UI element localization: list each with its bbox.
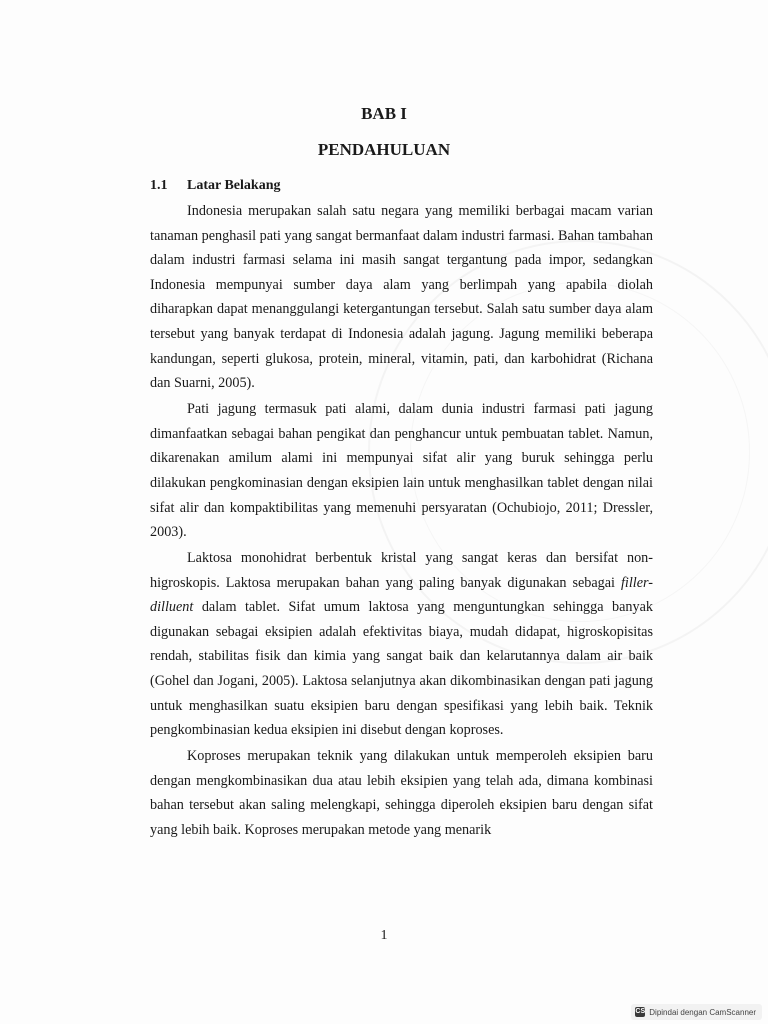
scanner-badge-text: Dipindai dengan CamScanner — [649, 1007, 756, 1017]
paragraph-3-text-before: Laktosa monohidrat berbentuk kristal yang sangat keras dan bersifat non-higroskopis. Laktosa merupakan bahan yang paling banyak digunakan sebagai — [150, 550, 653, 591]
page-number: 1 — [380, 928, 388, 943]
section-title: Latar Belakang — [187, 178, 281, 193]
paragraph-3-text-after: dalam tablet. Sifat umum laktosa yang menguntungkan sehingga banyak digunakan sebagai eksipien adalah efektivitas biaya, mudah didapat, higroskopisitas rendah, stabilitas fisik dan kimia yang sangat baik dan kelarutannya dalam air baik (Gohel dan Jogani, 2005). Laktosa selanjutnya akan dikombinasikan dengan pati jagung untuk menghasilkan suatu eksipien baru dengan spesifikasi yang lebih baik. Teknik pengkombinasian kedua eksipien ini disebut dengan koproses. — [150, 599, 653, 739]
paragraph-4: Koproses merupakan teknik yang dilakukan untuk memperoleh eksipien baru dengan mengkombinasikan dua atau lebih eksipien yang telah ada, dimana kombinasi bahan tersebut akan saling melengkapi, sehingga diperoleh eksipien baru dengan sifat yang lebih baik. Koproses merupakan metode yang menarik — [150, 748, 653, 839]
chapter-number: BAB I — [361, 104, 407, 123]
paragraph-3 — [150, 546, 653, 743]
section-heading — [150, 178, 280, 194]
section-number: 1.1 — [150, 178, 168, 193]
paragraph-1: Indonesia merupakan salah satu negara yang memiliki berbagai macam varian tanaman penghasil pati yang sangat bermanfaat dalam industri farmasi. Bahan tambahan dalam industri farmasi selama ini masih sangat tergantung pada impor, sedangkan Indonesia mempunyai sumber daya alam yang berlimpah yang apabila diolah diharapkan dapat menanggulangi ketergantungan tersebut. Salah satu sumber daya alam tersebut yang banyak terdapat di Indonesia adalah jagung. Jagung memiliki beberapa kandungan, seperti glukosa, protein, mineral, vitamin, pati, dan karbohidrat (Richana dan Suarni, 2005). — [150, 203, 653, 392]
chapter-title: PENDAHULUAN — [317, 140, 451, 159]
paragraph-2: Pati jagung termasuk pati alami, dalam dunia industri farmasi pati jagung dimanfaatkan sebagai bahan pengikat dan penghancur untuk pembuatan tablet. Namun, dikarenakan amilum alami ini mempunyai sifat alir yang buruk sehingga perlu dilakukan pengkominasian dengan eksipien lain untuk menghasilkan tablet dengan nilai sifat alir dan kompaktibilitas yang memenuhi persyaratan (Ochubiojo, 2011; Dressler, 2003). — [150, 401, 653, 541]
body-text — [150, 199, 653, 844]
scanner-badge — [631, 1004, 762, 1020]
paragraph-3-italic-term: filler-dilluent — [150, 574, 653, 616]
camscanner-icon: CS — [635, 1008, 646, 1015]
